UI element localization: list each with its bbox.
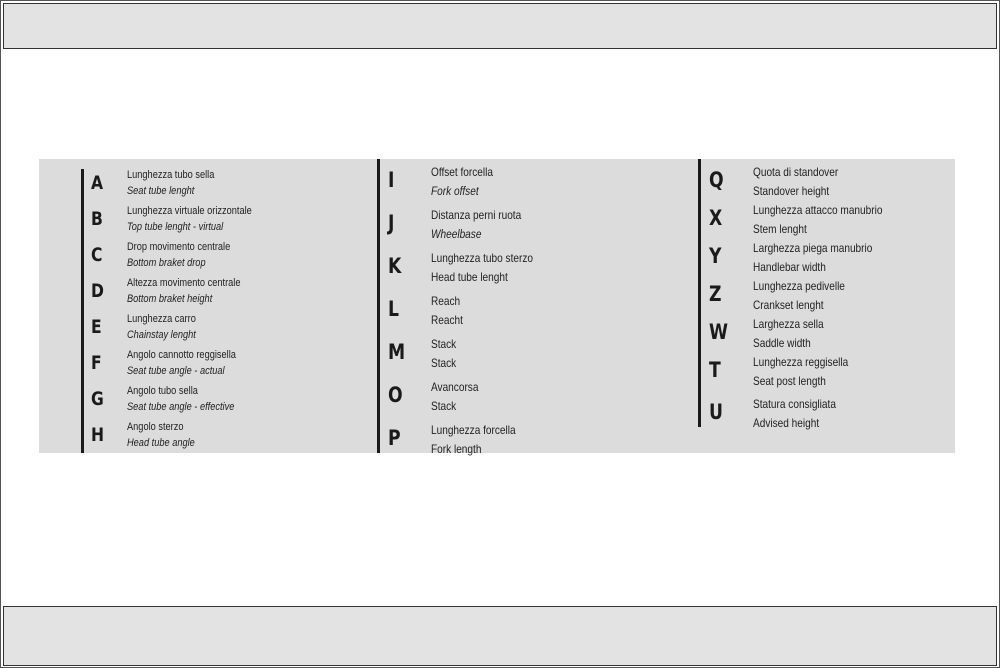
- geometry-legend: [39, 159, 955, 456]
- entry-italian: Angolo cannotto reggisella: [127, 349, 236, 361]
- entry-italian: Quota di standover: [753, 165, 839, 179]
- entry-letter: Q: [709, 168, 724, 192]
- entry-english: Stem lenght: [753, 222, 807, 236]
- entry-letter: H: [91, 424, 105, 446]
- legend-entry-k: [388, 247, 688, 289]
- legend-entry-m: [388, 333, 688, 375]
- entry-letter: I: [388, 168, 395, 192]
- entry-italian: Lunghezza tubo sella: [127, 169, 215, 181]
- legend-entry-z: [709, 275, 949, 317]
- legend-entry-t: [709, 351, 949, 393]
- entry-italian: Altezza movimento centrale: [127, 277, 241, 289]
- entry-italian: Larghezza sella: [753, 317, 824, 331]
- entry-english: Wheelbase: [431, 227, 482, 241]
- entry-italian: Avancorsa: [431, 380, 479, 394]
- legend-entry-p: [388, 419, 688, 461]
- entry-italian: Lunghezza reggisella: [753, 355, 849, 369]
- entry-english: Bottom braket height: [127, 293, 213, 305]
- entry-italian: Lunghezza carro: [127, 313, 196, 325]
- legend-entry-q: [709, 161, 949, 203]
- entry-letter: M: [388, 340, 406, 364]
- entry-italian: Angolo sterzo: [127, 421, 184, 433]
- entry-italian: Lunghezza attacco manubrio: [753, 203, 883, 217]
- entry-english: Fork length: [431, 442, 482, 456]
- legend-entry-u: [709, 393, 949, 435]
- legend-entry-g: [91, 381, 381, 417]
- entry-italian: Distanza perni ruota: [431, 208, 522, 222]
- legend-entry-a: [91, 165, 381, 201]
- entry-english: Seat post length: [753, 374, 826, 388]
- entry-english: Top tube lenght - virtual: [127, 221, 224, 233]
- entry-english: Crankset lenght: [753, 298, 824, 312]
- entry-english: Head tube angle: [127, 437, 195, 449]
- entry-letter: T: [709, 358, 721, 382]
- entry-letter: W: [709, 320, 729, 344]
- legend-entry-f: [91, 345, 381, 381]
- legend-entry-w: [709, 313, 949, 355]
- entry-letter: K: [388, 254, 402, 278]
- legend-entry-x: [709, 199, 949, 241]
- legend-entry-c: [91, 237, 381, 273]
- entry-letter: G: [91, 388, 104, 410]
- entry-italian: Stack: [431, 337, 457, 351]
- entry-english: Seat tube angle - effective: [127, 401, 235, 413]
- entry-english: Reacht: [431, 313, 463, 327]
- entry-english: Standover height: [753, 184, 830, 198]
- legend-entry-j: [388, 204, 688, 246]
- legend-entry-h: [91, 417, 381, 453]
- legend-entry-d: [91, 273, 381, 309]
- entry-english: Chainstay lenght: [127, 329, 196, 341]
- legend-entry-b: [91, 201, 381, 237]
- column-3-rule: [698, 159, 701, 427]
- entry-italian: Angolo tubo sella: [127, 385, 198, 397]
- entry-letter: F: [91, 352, 102, 374]
- entry-english: Stack: [431, 356, 457, 370]
- entry-letter: A: [91, 172, 104, 194]
- column-2-rule: [377, 159, 380, 453]
- entry-italian: Offset forcella: [431, 165, 494, 179]
- entry-letter: C: [91, 244, 103, 266]
- entry-letter: B: [91, 208, 103, 230]
- entry-english: Saddle width: [753, 336, 811, 350]
- entry-italian: Lunghezza pedivelle: [753, 279, 845, 293]
- entry-english: Seat tube angle - actual: [127, 365, 225, 377]
- entry-english: Fork offset: [431, 184, 479, 198]
- entry-letter: X: [709, 206, 723, 230]
- legend-entry-o: [388, 376, 688, 418]
- column-1-rule: [81, 169, 84, 453]
- entry-letter: P: [388, 426, 401, 450]
- entry-english: Handlebar width: [753, 260, 826, 274]
- entry-letter: J: [388, 211, 395, 235]
- entry-italian: Statura consigliata: [753, 397, 836, 411]
- legend-entry-l: [388, 290, 688, 332]
- entry-italian: Lunghezza tubo sterzo: [431, 251, 533, 265]
- entry-letter: Z: [709, 282, 722, 306]
- legend-entry-e: [91, 309, 381, 345]
- entry-letter: D: [91, 280, 104, 302]
- entry-english: Bottom braket drop: [127, 257, 206, 269]
- legend-entry-y: [709, 237, 949, 279]
- entry-italian: Reach: [431, 294, 461, 308]
- entry-letter: O: [388, 383, 403, 407]
- entry-italian: Lunghezza forcella: [431, 423, 516, 437]
- entry-english: Seat tube lenght: [127, 185, 195, 197]
- footer-bar: [3, 606, 997, 666]
- entry-english: Stack: [431, 399, 457, 413]
- entry-letter: Y: [709, 244, 722, 268]
- entry-italian: Lunghezza virtuale orizzontale: [127, 205, 252, 217]
- entry-italian: Larghezza piega manubrio: [753, 241, 873, 255]
- legend-entry-i: [388, 161, 688, 203]
- entry-english: Head tube lenght: [431, 270, 508, 284]
- entry-letter: U: [709, 400, 723, 424]
- entry-english: Advised height: [753, 416, 820, 430]
- entry-italian: Drop movimento centrale: [127, 241, 231, 253]
- entry-letter: E: [91, 316, 102, 338]
- entry-letter: L: [388, 297, 399, 321]
- header-bar: [3, 3, 997, 49]
